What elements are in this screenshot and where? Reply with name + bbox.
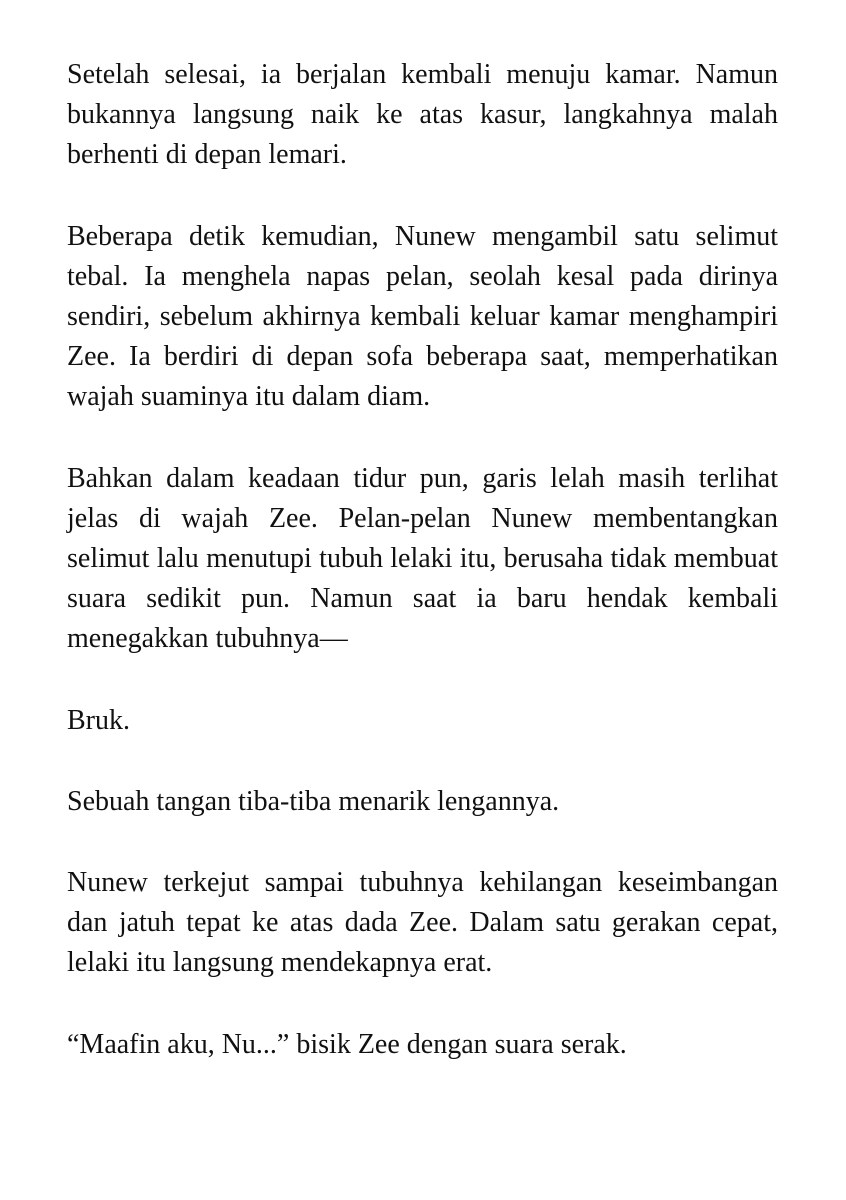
paragraph: “Maafin aku, Nu...” bisik Zee dengan suara serak. [67, 1028, 627, 1060]
paragraph: Nunew terkejut sampai tubuhnya kehilangan keseimbangan dan jatuh tepat ke atas dada Zee. Dalam satu gerakan cepat, lelaki itu langsung mendekapnya erat. [67, 867, 778, 979]
paragraph: Bahkan dalam keadaan tidur pun, garis lelah masih terlihat jelas di wajah Zee. Pelan-pelan Nunew membentangkan selimut lalu menutupi tubuh lelaki itu, berusaha tidak membuat suara sedikit pun. Namun saat ia baru hendak kembali menegakkan tubuhnya— [67, 462, 778, 655]
document-page [67, 55, 778, 1106]
paragraph: Sebuah tangan tiba-tiba menarik lengannya. [67, 785, 560, 817]
paragraph: Setelah selesai, ia berjalan kembali menuju kamar. Namun bukannya langsung naik ke atas kasur, langkahnya malah berhenti di depan lemari. [67, 59, 778, 171]
paragraph: Beberapa detik kemudian, Nunew mengambil satu selimut tebal. Ia menghela napas pelan, seolah kesal pada dirinya sendiri, sebelum akhirnya kembali keluar kamar menghampiri Zee. Ia berdiri di depan sofa beberapa saat, memperhatikan wajah suaminya itu dalam diam. [67, 220, 778, 413]
paragraph: Bruk. [67, 704, 130, 736]
